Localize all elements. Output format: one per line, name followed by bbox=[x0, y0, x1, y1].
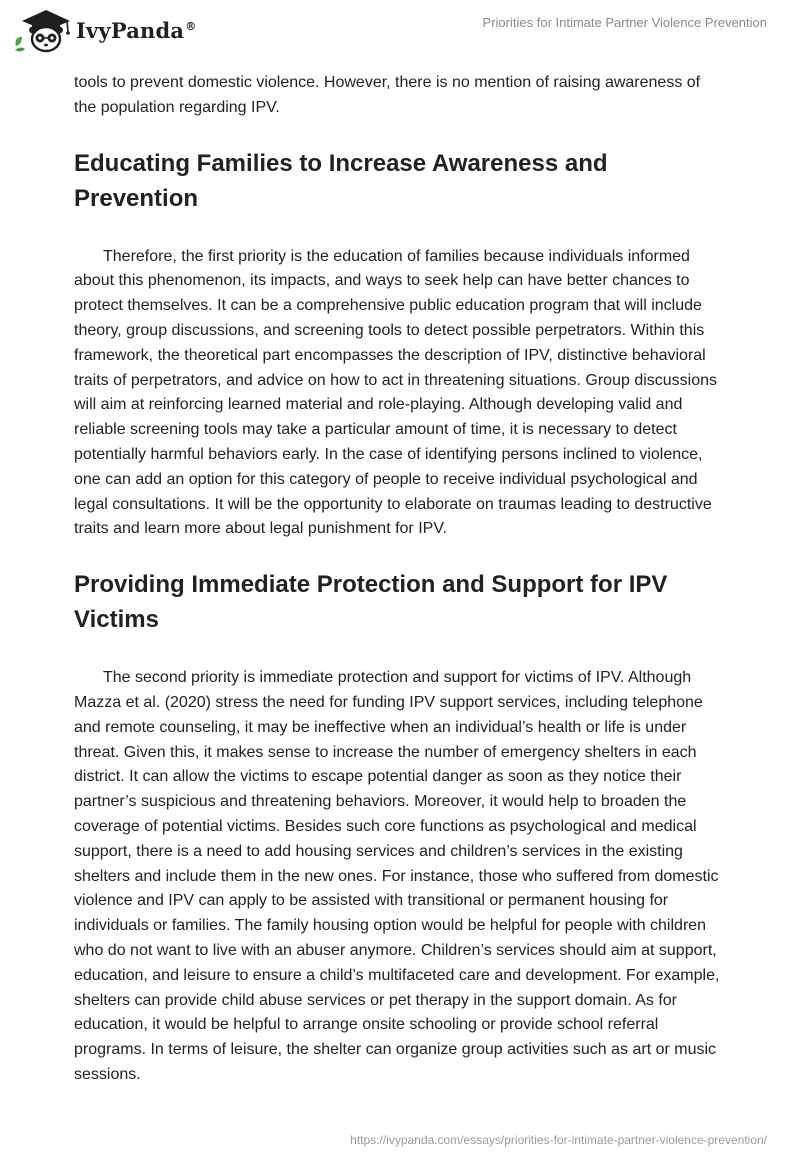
section-heading-education: Educating Families to Increase Awareness and Prevention bbox=[74, 149, 608, 212]
essay-content bbox=[74, 71, 724, 1088]
source-url-link[interactable]: https://ivypanda.com/essays/priorities-for-intimate-partner-violence-prevention/ bbox=[350, 1133, 767, 1147]
document-title: Priorities for Intimate Partner Violence Prevention bbox=[482, 15, 767, 30]
section-paragraph-education: Therefore, the first priority is the education of families because individuals informed about this phenomenon, its impacts, and ways to seek help can have better chances to protect themselves. It can be a comprehensive public education program that will include theory, group discussions, and screening tools to detect possible perpetrators. Within this framework, the theoretical part encompasses the description of IPV, distinctive behavioral traits of perpetrators, and advice on how to act in threatening situations. Group discussions will aim at reinforcing learned material and role-playing. Although developing valid and reliable screening tools may take a particular amount of time, it is necessary to detect potentially harmful behaviors early. In the case of identifying persons inclined to violence, one can add an option for this category of people to receive individual psychological and legal consultations. It will be the opportunity to elaborate on traumas leading to destructive traits and learn more about legal punishment for IPV. bbox=[74, 247, 718, 538]
brand-name bbox=[76, 18, 196, 43]
ivypanda-logo[interactable] bbox=[12, 6, 196, 54]
section-paragraph-protection: The second priority is immediate protection and support for victims of IPV. Although Mazza et al. (2020) stress the need for funding IPV support services, including telephone and remote counseling, it may be ineffective when an individual’s health or life is under threat. Given this, it makes sense to increase the number of emergency shelters in each district. It can allow the victims to escape potential danger as soon as they notice their partner’s suspicious and threatening behaviors. Moreover, it would help to broaden the coverage of potential victims. Besides such core functions as psychological and medical support, there is a need to add housing services and children’s services in the existing shelters and include them in the new ones. For instance, those who suffered from domestic violence and IPV can apply to be assisted with transitional or permanent housing for individuals or families. The family housing option would be helpful for people with children who do not want to live with an abuser anymore. Children’s services should aim at support, education, and leisure to ensure a child’s multifaceted care and development. For example, shelters can provide child abuse services or pet therapy in the support domain. As for education, it would be helpful to arrange onsite schooling or provide school referral programs. In terms of leisure, the shelter can organize group activities such as art or music sessions. bbox=[74, 669, 720, 1083]
intro-paragraph: tools to prevent domestic violence. However, there is no mention of raising awareness of the population regarding IPV. bbox=[74, 74, 701, 116]
panda-logo-icon bbox=[12, 6, 74, 54]
brand-name-text: IvyPanda bbox=[76, 17, 185, 43]
page-header bbox=[0, 0, 800, 70]
registered-mark: ® bbox=[185, 19, 197, 33]
section-heading-protection: Providing Immediate Protection and Support for IPV Victims bbox=[74, 571, 668, 634]
